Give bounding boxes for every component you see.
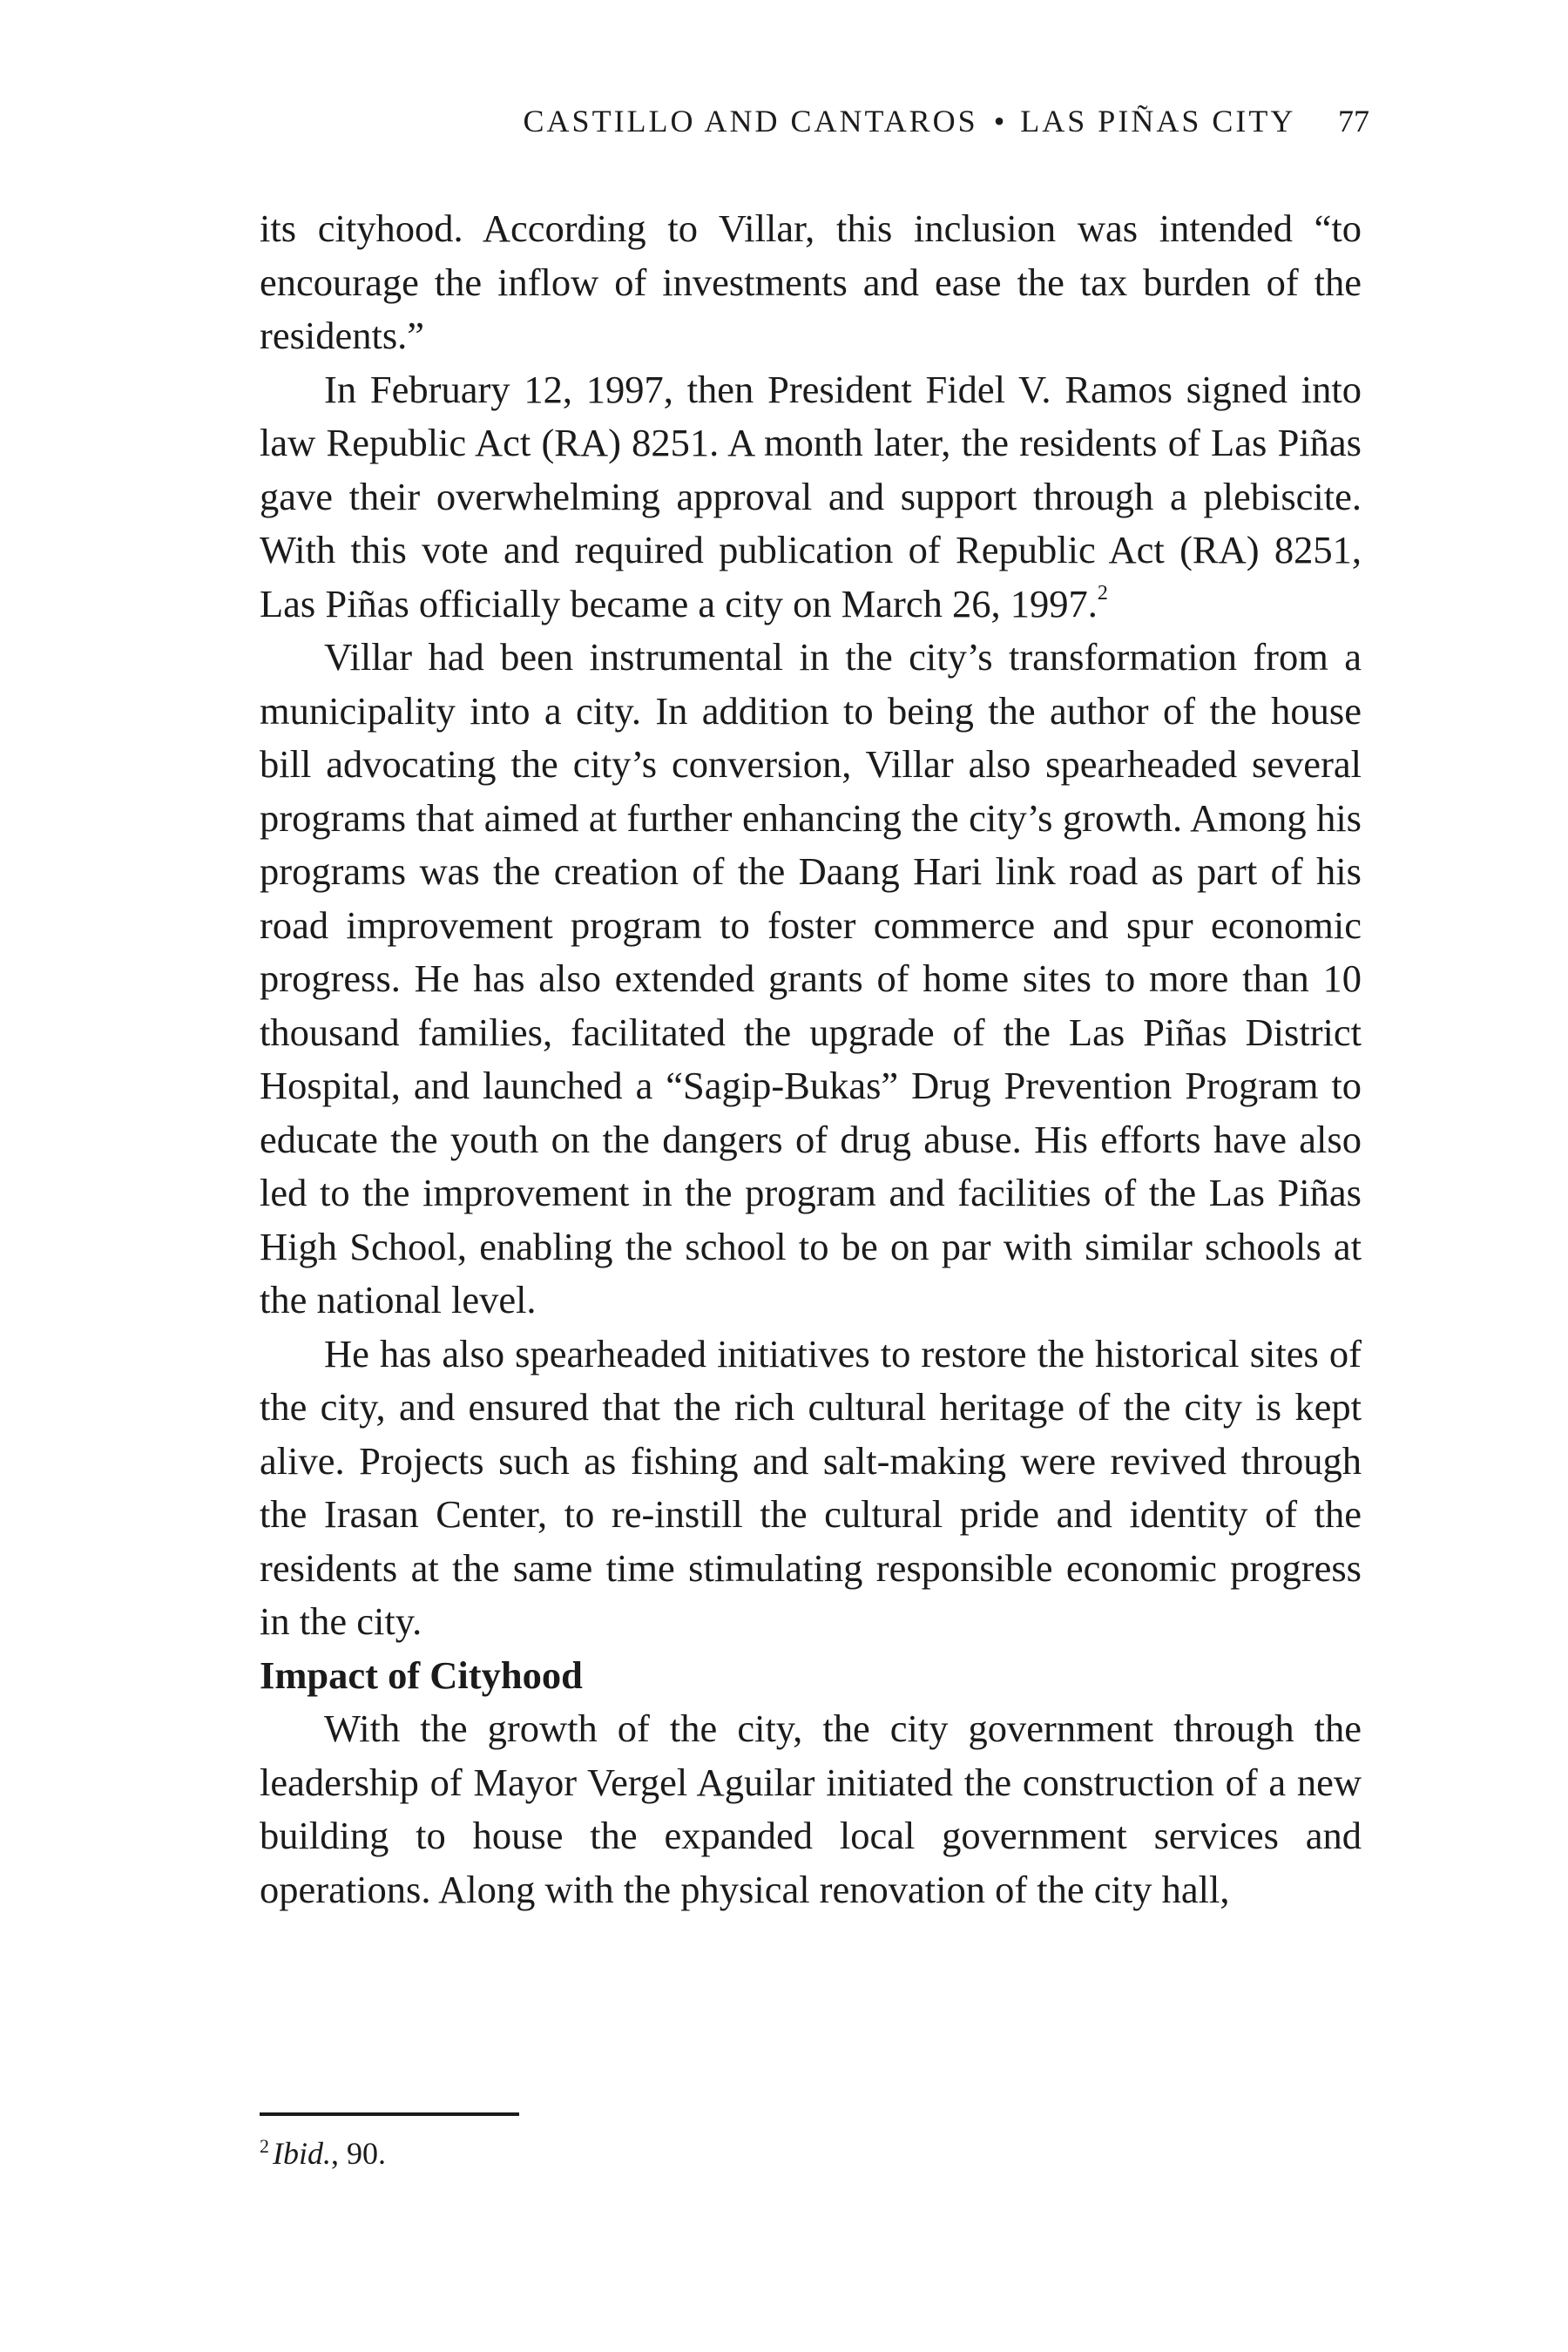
running-head-separator: • bbox=[993, 104, 1005, 139]
paragraph-3: Villar had been instrumental in the city’s transformation from a municipality into a city. In addition to being the author of the house bill advocating the city’s conversion, Villar also spearheaded several programs that aimed at further enhancing the city’s growth. Among his programs was the creation of the Daang Hari link road as part of his road improvement program to foster commerce and spur economic progress. He has also extended grants of home sites to more than 10 thousand families, facilitated the upgrade of the Las Piñas District Hospital, and launched a “Sagip-Bukas” Drug Prevention Program to educate the youth on the dangers of drug abuse. His efforts have also led to the improvement in the program and facilities of the Las Piñas High School, enabling the school to be on par with similar schools at the national level. bbox=[260, 635, 1362, 1321]
footnote-reference[interactable]: 2 bbox=[1097, 581, 1108, 605]
footnote-rest: , 90. bbox=[331, 2136, 386, 2171]
section-heading: Impact of Cityhood bbox=[260, 1652, 583, 1697]
footnote-number: 2 bbox=[260, 2135, 269, 2157]
paragraph-4: He has also spearheaded initiatives to restore the historical sites of the city, and ensured that the rich cultural heritage of the city is kept alive. Projects such as fishing and salt-making were revived through the Irasan Center, to re-instill the cultural pride and identity of the residents at the same time stimulating responsible economic progress in the city. bbox=[260, 1331, 1362, 1643]
page-number: 77 bbox=[1338, 104, 1369, 139]
paragraph-2-text: In February 12, 1997, then President Fidel V. Ramos signed into law Republic Act (RA) 8251. A month later, the residents of Las Piñas gave their overwhelming approval and support through a plebiscite. With this vote and required publication of Republic Act (RA) 8251, Las Piñas officially became a city on March 26, 1997. bbox=[260, 367, 1362, 625]
running-head-authors: CASTILLO AND CANTAROS bbox=[523, 104, 978, 139]
body-text bbox=[260, 202, 1362, 1916]
footnote-source: Ibid. bbox=[273, 2136, 331, 2171]
paragraph-1: its cityhood. According to Villar, this inclusion was intended “to encourage the inflow of investments and ease the tax burden of the residents.” bbox=[260, 206, 1362, 357]
running-head bbox=[524, 105, 1369, 137]
running-head-chapter: LAS PIÑAS CITY bbox=[1020, 104, 1294, 139]
paragraph-2 bbox=[260, 363, 1362, 632]
footnote-divider bbox=[260, 2112, 519, 2116]
paragraph-5: With the growth of the city, the city government through the leadership of Mayor Vergel Aguilar initiated the construction of a new building to house the expanded local government services and operations. Along with the physical renovation of the city hall, bbox=[260, 1707, 1362, 1911]
footnote bbox=[260, 2134, 386, 2173]
